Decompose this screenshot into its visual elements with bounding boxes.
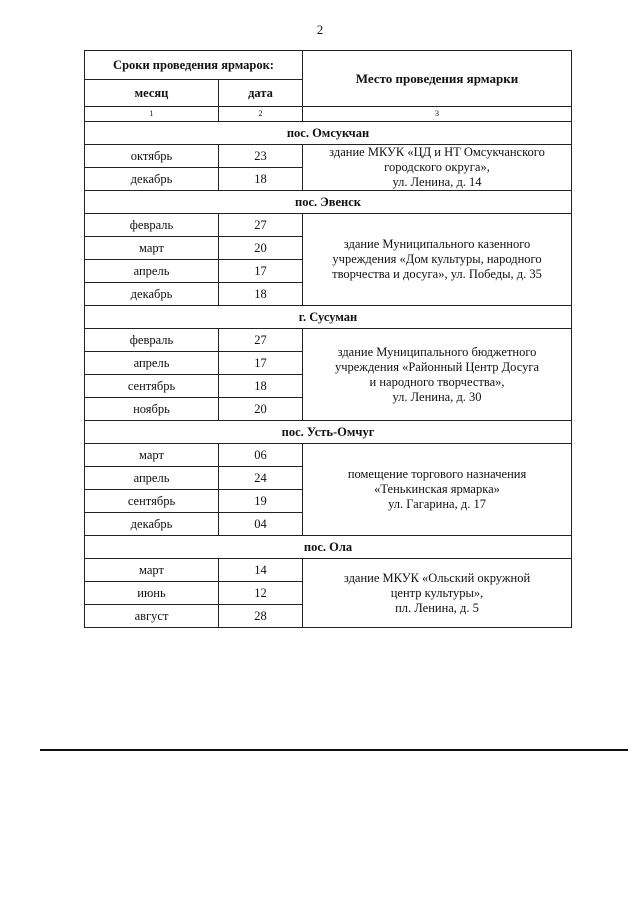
- location-heading: пос. Усть-Омчуг: [85, 421, 572, 444]
- header-period: Сроки проведения ярмарок:: [85, 51, 303, 80]
- venue-cell: [303, 145, 572, 191]
- column-number: 2: [219, 107, 303, 122]
- header-row: [85, 51, 572, 80]
- venue-line: ул. Ленина, д. 30: [392, 389, 482, 404]
- location-heading: пос. Эвенск: [85, 191, 572, 214]
- venue-cell: [303, 559, 572, 628]
- month-cell: март: [85, 444, 219, 467]
- date-cell: 18: [219, 283, 303, 306]
- location-heading: пос. Ола: [85, 536, 572, 559]
- fair-schedule-table: [84, 50, 572, 628]
- location-heading: пос. Омсукчан: [85, 122, 572, 145]
- venue-line: творчества и досуга», ул. Победы, д. 35: [332, 267, 542, 281]
- month-cell: февраль: [85, 329, 219, 352]
- month-cell: апрель: [85, 467, 219, 490]
- venue-line: и народного творчества»,: [369, 374, 505, 389]
- month-cell: июнь: [85, 582, 219, 605]
- month-cell: декабрь: [85, 513, 219, 536]
- column-number-row: [85, 107, 572, 122]
- date-cell: 17: [219, 352, 303, 375]
- venue-line: пл. Ленина, д. 5: [395, 600, 479, 615]
- month-cell: апрель: [85, 352, 219, 375]
- location-heading: г. Сусуман: [85, 306, 572, 329]
- location-row: [85, 421, 572, 444]
- date-cell: 27: [219, 329, 303, 352]
- date-cell: 24: [219, 467, 303, 490]
- page-number: 2: [316, 22, 324, 37]
- venue-line: здание МКУК «Ольский окружной: [343, 570, 531, 585]
- header-place: Место проведения ярмарки: [303, 51, 572, 107]
- date-cell: 14: [219, 559, 303, 582]
- venue-line: ул. Гагарина, д. 17: [388, 497, 486, 511]
- date-cell: 18: [219, 375, 303, 398]
- venue-cell: [303, 214, 572, 306]
- date-cell: 27: [219, 214, 303, 237]
- location-row: [85, 306, 572, 329]
- table-row: [85, 145, 572, 168]
- header-month: месяц: [85, 80, 219, 107]
- month-cell: декабрь: [85, 168, 219, 191]
- venue-line: здание Муниципального бюджетного: [337, 344, 537, 359]
- venue-line: «Тенькинская ярмарка»: [374, 482, 500, 496]
- table-row: [85, 329, 572, 352]
- date-cell: 06: [219, 444, 303, 467]
- venue-line: учреждения «Дом культуры, народного: [332, 252, 542, 266]
- table-row: [85, 214, 572, 237]
- header-date: дата: [219, 80, 303, 107]
- date-cell: 18: [219, 168, 303, 191]
- venue-line: ул. Ленина, д. 14: [392, 175, 482, 189]
- venue-cell: [303, 444, 572, 536]
- date-cell: 23: [219, 145, 303, 168]
- date-cell: 20: [219, 398, 303, 421]
- location-row: [85, 122, 572, 145]
- column-number: 1: [85, 107, 219, 122]
- month-cell: декабрь: [85, 283, 219, 306]
- month-cell: март: [85, 559, 219, 582]
- date-cell: 04: [219, 513, 303, 536]
- month-cell: апрель: [85, 260, 219, 283]
- date-cell: 12: [219, 582, 303, 605]
- location-row: [85, 191, 572, 214]
- date-cell: 17: [219, 260, 303, 283]
- date-cell: 20: [219, 237, 303, 260]
- venue-cell: [303, 329, 572, 421]
- table-row: [85, 444, 572, 467]
- venue-line: здание Муниципального казенного: [343, 237, 531, 251]
- venue-line: помещение торгового назначения: [347, 467, 527, 481]
- location-row: [85, 536, 572, 559]
- month-cell: февраль: [85, 214, 219, 237]
- column-number: 3: [303, 107, 572, 122]
- table-row: [85, 559, 572, 582]
- month-cell: сентябрь: [85, 375, 219, 398]
- venue-line: центр культуры»,: [390, 585, 484, 600]
- venue-line: учреждения «Районный Центр Досуга: [334, 359, 540, 374]
- month-cell: август: [85, 605, 219, 628]
- month-cell: ноябрь: [85, 398, 219, 421]
- month-cell: март: [85, 237, 219, 260]
- venue-line: городского округа»,: [384, 160, 490, 174]
- month-cell: октябрь: [85, 145, 219, 168]
- month-cell: сентябрь: [85, 490, 219, 513]
- venue-line: здание МКУК «ЦД и НТ Омсукчанского: [329, 145, 545, 159]
- date-cell: 19: [219, 490, 303, 513]
- bottom-divider: [40, 749, 628, 751]
- date-cell: 28: [219, 605, 303, 628]
